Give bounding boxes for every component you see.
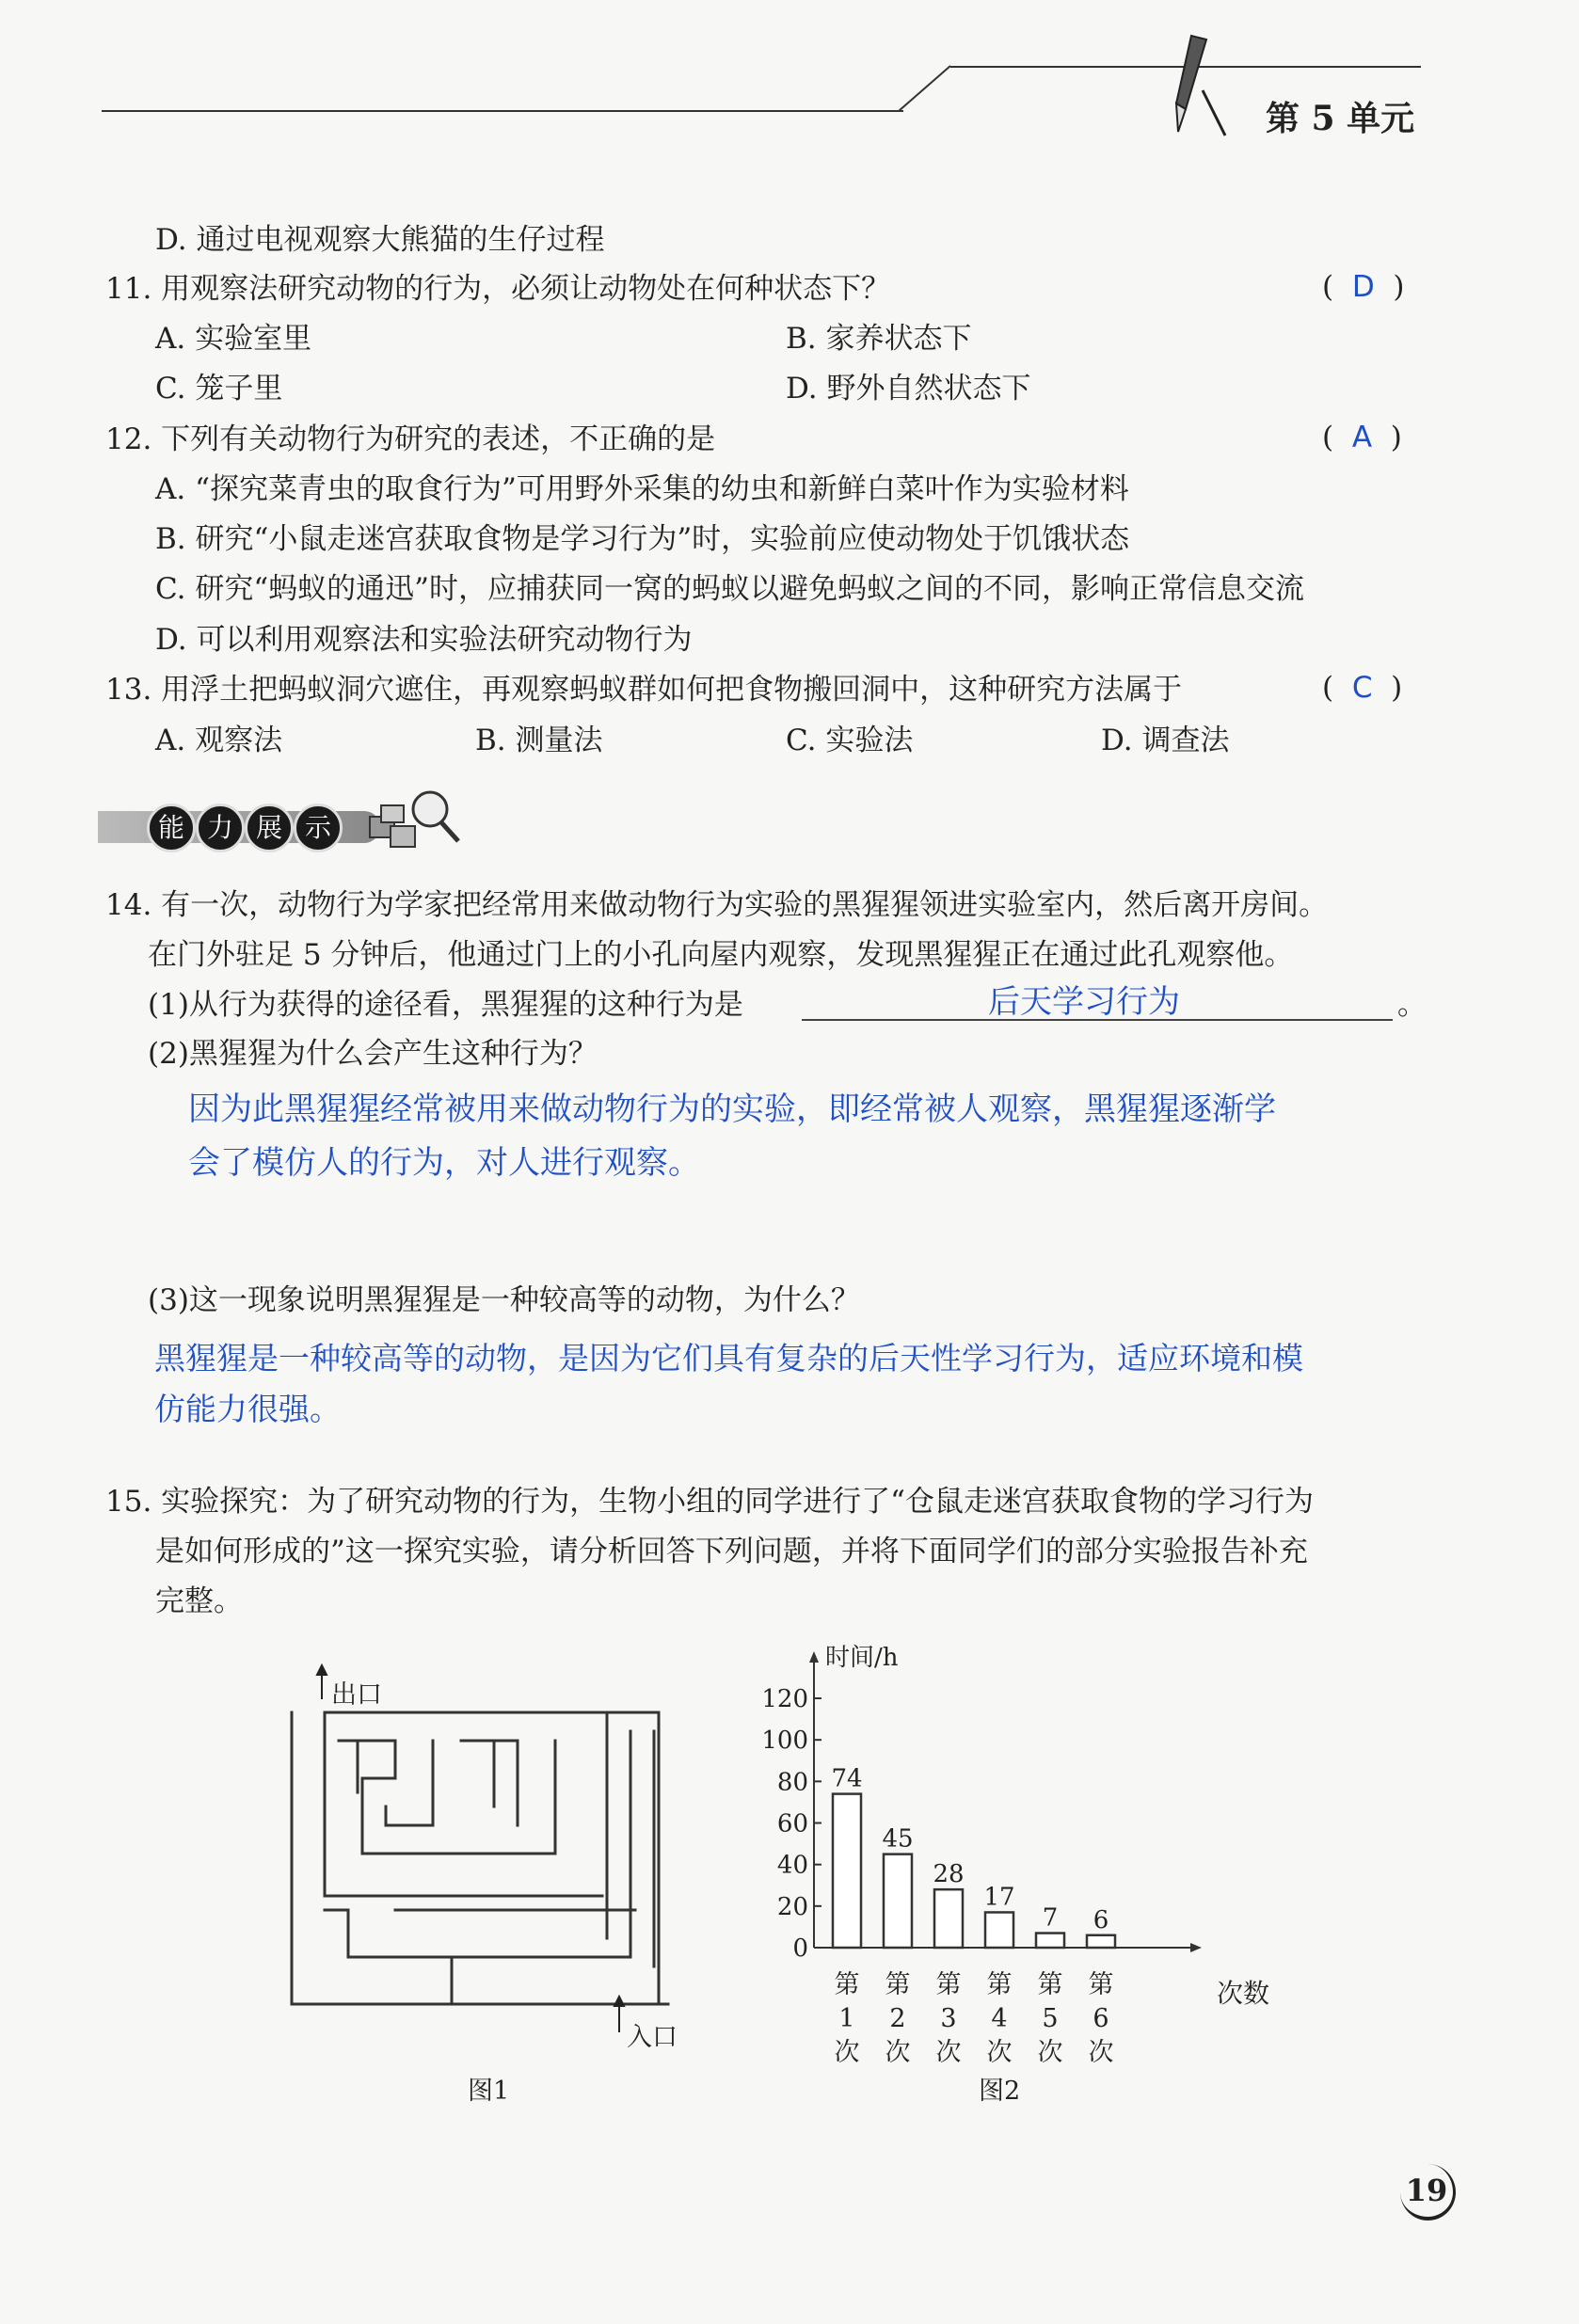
banner-char-4: 示 [294, 804, 343, 852]
x-tick-label: 3 [940, 2004, 957, 2033]
x-tick-label: 第 [986, 1970, 1013, 1999]
x-tick-label: 5 [1042, 2004, 1059, 2033]
x-tick-label: 次 [885, 2038, 911, 2067]
q11-option-a: A. 实验室里 [155, 322, 312, 356]
q14-sub2: (2)黑猩猩为什么会产生这种行为？ [148, 1037, 598, 1071]
bar-value-label: 28 [933, 1860, 965, 1889]
maze-entry-label: 入口 [627, 2023, 678, 2052]
q12-answer-box: ( A ) [1322, 421, 1402, 454]
x-tick-label: 2 [889, 2004, 906, 2033]
bar [1036, 1934, 1064, 1948]
bar [1087, 1935, 1115, 1948]
y-axis-label: 时间/h [825, 1644, 899, 1672]
q14-stem-line1: 14. 有一次，动物行为学家把经常用来做动物行为实验的黑猩猩领进实验室内，然后离开房间。 [105, 888, 1329, 922]
y-tick-label: 40 [776, 1851, 808, 1880]
maze-exit-label: 出口 [331, 1680, 382, 1710]
header-rule-left [102, 110, 903, 112]
magnifier-icon [362, 779, 466, 864]
x-tick-label: 次 [834, 2038, 860, 2067]
q11-option-d: D. 野外自然状态下 [786, 372, 1031, 406]
figure2-caption: 图2 [979, 2077, 1021, 2106]
q14-sub2-answer-line1: 因为此黑猩猩经常被用来做动物行为的实验，即经常被人观察，黑猩猩逐渐学 [188, 1090, 1276, 1128]
y-axis-arrow [809, 1651, 819, 1663]
unit-title: 第 5 单元 [1266, 99, 1415, 138]
y-tick-label: 120 [761, 1685, 808, 1713]
bar-value-label: 17 [983, 1883, 1015, 1912]
q14-sub1-answer: 后天学习行为 [988, 983, 1180, 1021]
y-tick-label: 100 [761, 1727, 808, 1756]
bar-value-label: 6 [1093, 1905, 1109, 1934]
bar [884, 1854, 912, 1948]
q11-stem: 11. 用观察法研究动物的行为，必须让动物处在何种状态下？ [105, 272, 891, 306]
x-tick-label: 次 [1037, 2038, 1063, 2067]
q12-option-d: D. 可以利用观察法和实验法研究动物行为 [155, 623, 693, 657]
banner-char-2: 力 [196, 804, 245, 852]
q13-option-b: B. 测量法 [475, 724, 603, 757]
x-tick-label: 第 [1088, 1970, 1114, 1999]
q13-answer-box: ( C ) [1322, 671, 1403, 705]
q12-option-a: A. “探究菜青虫的取食行为”可用野外采集的幼虫和新鲜白菜叶作为实验材料 [155, 472, 1129, 506]
pencil-icon [1165, 34, 1231, 147]
x-tick-label: 6 [1093, 2004, 1109, 2033]
q14-stem-line2: 在门外驻足 5 分钟后，他通过门上的小孔向屋内观察，发现黑猩猩正在通过此孔观察他。 [148, 938, 1294, 972]
q12-option-b: B. 研究“小鼠走迷宫获取食物是学习行为”时，实验前应使动物处于饥饿状态 [155, 522, 1130, 556]
x-axis-label: 次数 [1217, 1978, 1270, 2009]
q13-stem: 13. 用浮土把蚂蚁洞穴遮住，再观察蚂蚁群如何把食物搬回洞中，这种研究方法属于 [105, 673, 1183, 707]
bar [833, 1794, 861, 1948]
q11-option-b: B. 家养状态下 [786, 322, 972, 356]
bar-chart [748, 1637, 1270, 2079]
q12-answer: A [1351, 421, 1373, 454]
q15-line3: 完整。 [155, 1584, 243, 1618]
q11-answer: D [1351, 270, 1375, 304]
bar-value-label: 74 [831, 1764, 863, 1793]
y-tick-label: 20 [776, 1892, 808, 1921]
q11-option-c: C. 笼子里 [155, 372, 283, 406]
q14-sub3-answer-line2: 仿能力很强。 [154, 1391, 341, 1427]
q13-answer: C [1351, 671, 1373, 705]
x-tick-label: 第 [885, 1970, 911, 1999]
q14-sub3-answer-line1: 黑猩猩是一种较高等的动物，是因为它们具有复杂的后天性学习行为，适应环境和模 [154, 1340, 1303, 1377]
x-tick-label: 第 [1037, 1970, 1063, 1999]
x-axis-arrow [1190, 1943, 1202, 1952]
y-tick-label: 60 [776, 1809, 808, 1839]
banner-char-3: 展 [245, 804, 294, 852]
banner-char-1: 能 [147, 804, 196, 852]
page-number: 19 [1400, 2164, 1456, 2221]
q10-option-d: D. 通过电视观察大熊猫的生仔过程 [155, 223, 605, 257]
q13-option-a: A. 观察法 [155, 724, 283, 757]
bar-value-label: 45 [882, 1824, 914, 1854]
bar-value-label: 7 [1042, 1903, 1059, 1933]
x-tick-label: 第 [834, 1970, 860, 1999]
x-tick-label: 4 [991, 2004, 1008, 2033]
x-tick-label: 第 [935, 1970, 962, 1999]
section-banner [98, 802, 385, 852]
q12-stem: 12. 下列有关动物行为研究的表述，不正确的是 [105, 422, 716, 456]
q12-option-c: C. 研究“蚂蚁的通迅”时，应捕获同一窝的蚂蚁以避免蚂蚁之间的不同，影响正常信息交流 [155, 572, 1305, 606]
q13-option-c: C. 实验法 [786, 724, 914, 757]
x-tick-label: 次 [986, 2038, 1013, 2067]
q13-option-d: D. 调查法 [1101, 724, 1230, 757]
q14-sub1: (1)从行为获得的途径看，黑猩猩的这种行为是 [148, 988, 743, 1022]
maze-figure [282, 1665, 715, 2032]
q11-answer-box: ( D ) [1322, 270, 1405, 304]
bar [934, 1889, 963, 1948]
x-tick-label: 次 [1088, 2038, 1114, 2067]
y-tick-label: 0 [792, 1934, 808, 1963]
q15-line1: 15. 实验探究：为了研究动物的行为，生物小组的同学进行了“仓鼠走迷宫获取食物的学习行为 [105, 1485, 1314, 1519]
q15-line2: 是如何形成的”这一探究实验，请分析回答下列问题，并将下面同学们的部分实验报告补充 [155, 1535, 1308, 1568]
q14-sub3: (3)这一现象说明黑猩猩是一种较高等的动物，为什么？ [148, 1283, 860, 1317]
q14-sub2-answer-line2: 会了模仿人的行为，对人进行观察。 [188, 1144, 700, 1182]
x-tick-label: 次 [935, 2038, 962, 2067]
header-rule-step [899, 64, 955, 113]
q14-sub1-end: 。 [1397, 988, 1427, 1022]
bar [985, 1912, 1013, 1948]
figure1-caption: 图1 [468, 2077, 510, 2106]
x-tick-label: 1 [838, 2004, 855, 2033]
y-tick-label: 80 [776, 1768, 808, 1797]
